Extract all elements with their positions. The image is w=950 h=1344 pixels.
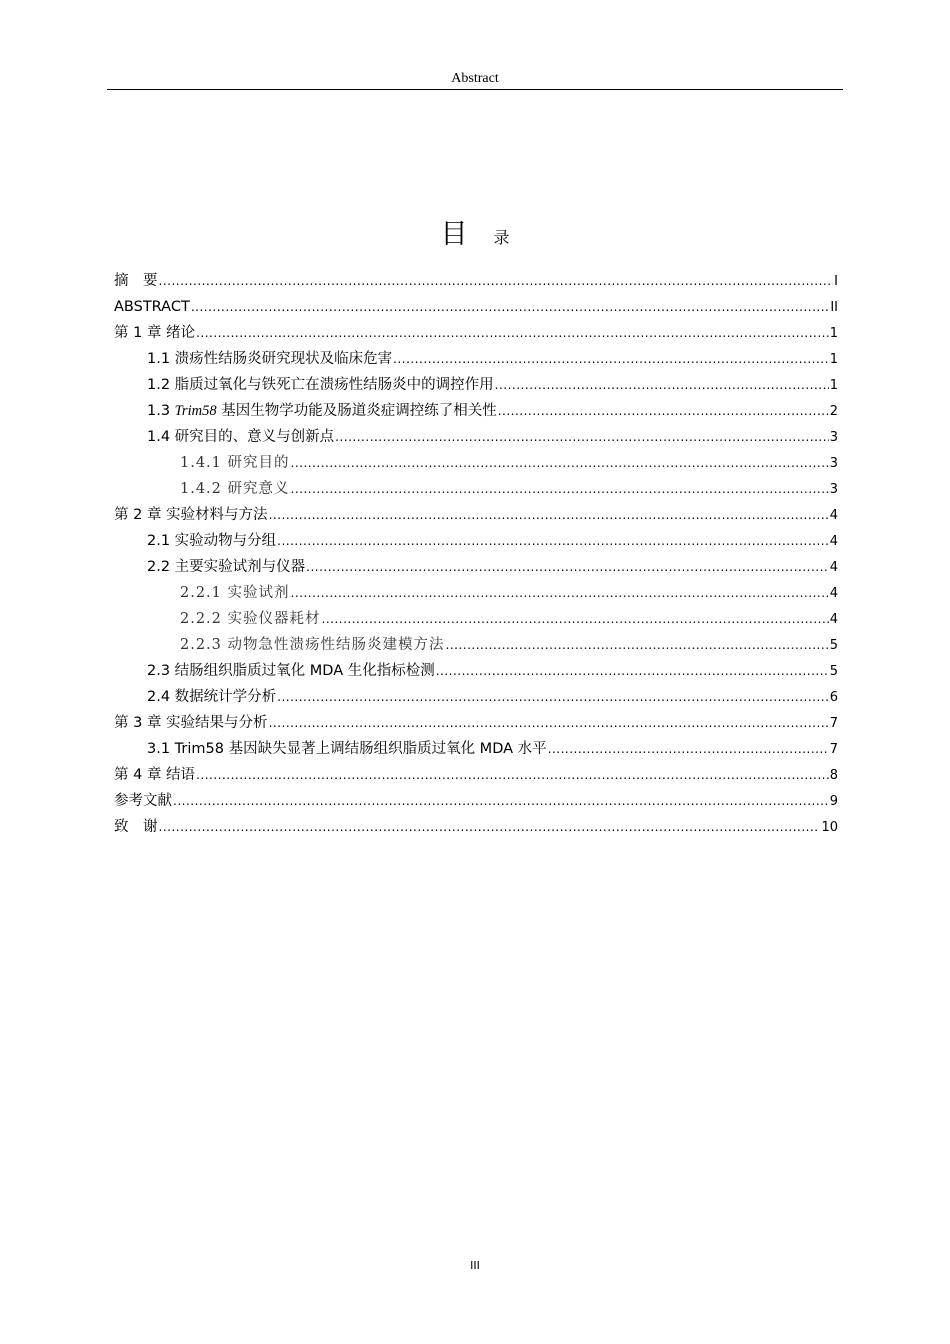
toc-entry[interactable] — [114, 606, 838, 632]
toc-entry-page: 9 — [829, 794, 838, 809]
toc-entry-label: 2.1 实验动物与分组 — [147, 533, 277, 549]
toc-leader-dots — [191, 294, 830, 320]
toc-leader-dots — [291, 450, 829, 476]
toc-entry[interactable] — [114, 658, 838, 684]
toc-entry[interactable] — [114, 762, 838, 788]
toc-leader-dots — [548, 736, 829, 762]
toc-entry-label: 1.4.2 研究意义 — [180, 481, 290, 497]
toc-entry-label: 1.4 研究目的、意义与创新点 — [147, 429, 335, 445]
toc-entry-page: 1 — [829, 326, 838, 341]
toc-entry-page: 4 — [829, 612, 838, 627]
toc-entry-label-rest: 基因生物学功能及肠道炎症调控练了相关性 — [216, 403, 497, 419]
toc-entry[interactable] — [114, 684, 838, 710]
toc-entry-label: 第 4 章 结语 — [114, 767, 196, 783]
toc-entry-page: II — [830, 300, 838, 315]
toc-entry-page: 7 — [829, 742, 838, 757]
toc-entry-page: 1 — [829, 352, 838, 367]
toc-entry-page: 4 — [829, 508, 838, 523]
table-of-contents — [114, 268, 838, 840]
toc-entry[interactable] — [114, 580, 838, 606]
toc-entry[interactable] — [114, 346, 838, 372]
toc-entry-label: 2.2.2 实验仪器耗材 — [180, 611, 321, 627]
toc-entry[interactable] — [114, 502, 838, 528]
toc-entry-label: 第 2 章 实验材料与方法 — [114, 507, 268, 523]
toc-entry[interactable] — [114, 476, 838, 502]
toc-entry[interactable] — [114, 424, 838, 450]
toc-leader-dots — [277, 528, 829, 554]
toc-leader-dots — [322, 606, 829, 632]
toc-entry[interactable] — [114, 320, 838, 346]
toc-leader-dots — [269, 710, 829, 736]
toc-entry[interactable] — [114, 372, 838, 398]
toc-entry[interactable] — [114, 710, 838, 736]
toc-leader-dots — [393, 346, 829, 372]
toc-title-char-1: 目 — [440, 219, 468, 250]
toc-entry[interactable] — [114, 788, 838, 814]
toc-leader-dots — [196, 320, 829, 346]
toc-entry-page: 4 — [829, 534, 838, 549]
toc-leader-dots — [291, 476, 829, 502]
toc-entry-page: 6 — [829, 690, 838, 705]
toc-entry-label: 2.2.3 动物急性溃疡性结肠炎建模方法 — [180, 637, 445, 653]
toc-entry-page: 8 — [829, 768, 838, 783]
toc-entry-page: 3 — [829, 456, 838, 471]
toc-entry-label — [147, 398, 497, 424]
toc-entry-page: 5 — [829, 638, 838, 653]
toc-leader-dots — [498, 398, 829, 424]
toc-entry-label: 1.2 脂质过氧化与铁死亡在溃疡性结肠炎中的调控作用 — [147, 377, 494, 393]
toc-leader-dots — [446, 632, 829, 658]
toc-entry-label: 第 3 章 实验结果与分析 — [114, 715, 268, 731]
toc-entry[interactable] — [114, 450, 838, 476]
toc-entry-label: 2.2.1 实验试剂 — [180, 585, 290, 601]
toc-entry-label: 2.3 结肠组织脂质过氧化 MDA 生化指标检测 — [147, 663, 435, 679]
toc-entry-label-prefix: 1.3 — [147, 403, 175, 419]
toc-entry[interactable] — [114, 736, 838, 762]
toc-leader-dots — [306, 554, 829, 580]
toc-entry-label: 2.2 主要实验试剂与仪器 — [147, 559, 306, 575]
toc-entry[interactable] — [114, 398, 838, 424]
toc-entry[interactable] — [114, 294, 838, 320]
toc-leader-dots — [159, 814, 821, 840]
toc-entry-page: 2 — [829, 404, 838, 419]
toc-entry[interactable] — [114, 632, 838, 658]
toc-entry[interactable] — [114, 268, 838, 294]
toc-leader-dots — [436, 658, 829, 684]
toc-title — [0, 212, 950, 251]
toc-entry-label: 2.4 数据统计学分析 — [147, 689, 277, 705]
toc-entry-label: 3.1 Trim58 基因缺失显著上调结肠组织脂质过氧化 MDA 水平 — [147, 741, 547, 757]
toc-entry-page: 4 — [829, 560, 838, 575]
toc-entry[interactable] — [114, 814, 838, 840]
toc-entry-label: 1.4.1 研究目的 — [180, 455, 290, 471]
toc-entry[interactable] — [114, 554, 838, 580]
toc-entry-page: I — [834, 274, 838, 289]
toc-entry-page: 7 — [829, 716, 838, 731]
toc-leader-dots — [159, 268, 834, 294]
toc-entry[interactable] — [114, 528, 838, 554]
header-rule — [107, 89, 843, 90]
toc-entry-page: 3 — [829, 430, 838, 445]
toc-entry-label: 1.1 溃疡性结肠炎研究现状及临床危害 — [147, 351, 393, 367]
toc-leader-dots — [277, 684, 829, 710]
toc-entry-label: 摘 要 — [114, 273, 158, 289]
toc-entry-page: 1 — [829, 378, 838, 393]
toc-leader-dots — [335, 424, 829, 450]
page-number: III — [470, 1259, 480, 1272]
toc-leader-dots — [291, 580, 829, 606]
toc-leader-dots — [269, 502, 829, 528]
toc-entry-label: 第 1 章 绪论 — [114, 325, 196, 341]
running-header: Abstract — [451, 71, 499, 86]
toc-entry-label: 致 谢 — [114, 819, 158, 835]
toc-title-char-2: 录 — [493, 228, 510, 247]
toc-leader-dots — [196, 762, 829, 788]
toc-entry-page: 4 — [829, 586, 838, 601]
toc-entry-page: 5 — [829, 664, 838, 679]
toc-entry-page: 3 — [829, 482, 838, 497]
toc-entry-label: 参考文献 — [114, 793, 172, 809]
toc-entry-label: ABSTRACT — [114, 299, 190, 315]
toc-entry-page: 10 — [821, 820, 838, 835]
toc-leader-dots — [495, 372, 829, 398]
toc-leader-dots — [173, 788, 829, 814]
toc-entry-label-italic: Trim58 — [174, 403, 217, 419]
